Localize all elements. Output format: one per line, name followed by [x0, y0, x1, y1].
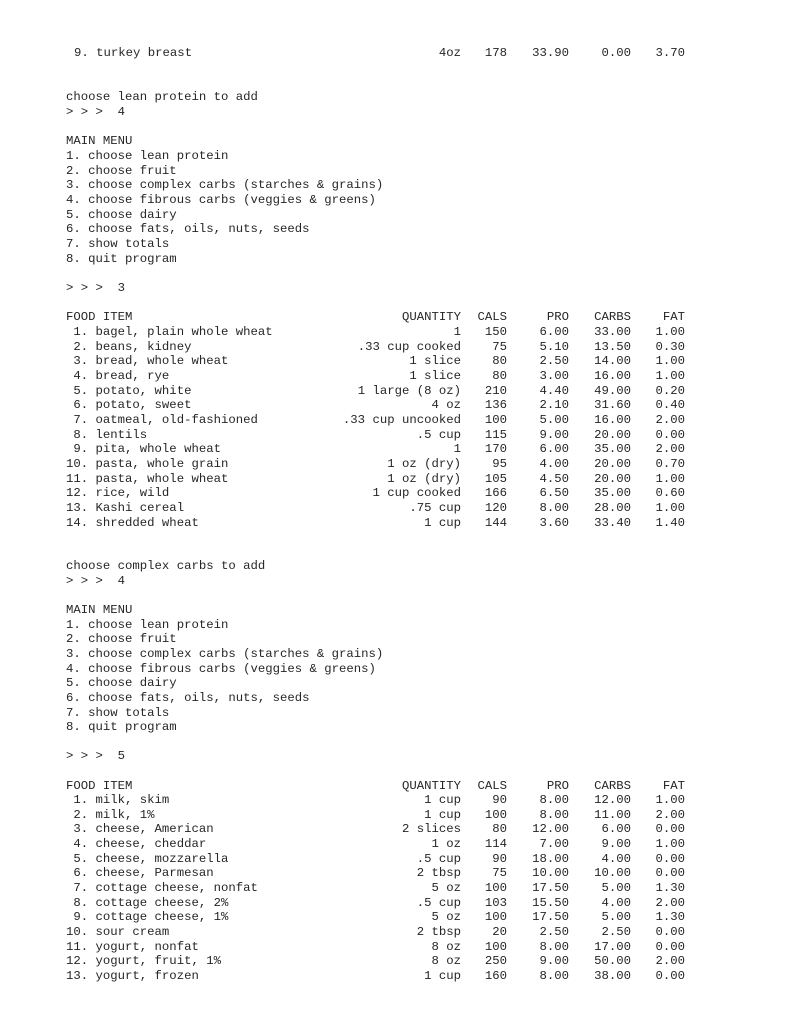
quantity: 1 cup [424, 968, 461, 983]
quantity: 1 large (8 oz) [357, 383, 461, 398]
quantity: 1 oz (dry) [387, 471, 461, 486]
user-input: > > > 4 [66, 574, 126, 588]
carbs: 20.00 [594, 471, 631, 486]
food-item: 2. beans, kidney [66, 339, 192, 354]
user-input: > > > 4 [66, 105, 126, 119]
carbs: 35.00 [594, 486, 631, 501]
protein: 4.00 [539, 456, 569, 471]
food-item: 11. pasta, whole wheat [66, 471, 229, 486]
table-row [0, 969, 791, 984]
food-item: 8. cottage cheese, 2% [66, 895, 229, 910]
food-item: 12. yogurt, fruit, 1% [66, 954, 221, 969]
quantity: 1 cup [424, 807, 461, 822]
quantity: .75 cup [409, 500, 461, 515]
fat: 0.00 [655, 822, 685, 837]
quantity: 4 oz [431, 398, 461, 413]
fat: 0.00 [655, 851, 685, 866]
protein: 9.00 [539, 954, 569, 969]
calories: 100 [484, 412, 507, 427]
quantity: 1 oz (dry) [387, 456, 461, 471]
table-row [0, 837, 791, 852]
food-item: 13. Kashi cereal [66, 500, 185, 515]
quantity: 2 slices [401, 822, 461, 837]
food-item: 5. potato, white [66, 383, 192, 398]
table-row [0, 896, 791, 911]
carbs: 13.50 [594, 339, 631, 354]
header-cals: CALS [477, 310, 507, 324]
fat: 1.30 [655, 910, 685, 925]
calories: 80 [492, 368, 507, 383]
carbs: 5.00 [601, 880, 631, 895]
fat: 2.00 [655, 442, 685, 457]
fat: 2.00 [655, 895, 685, 910]
menu-item-fats: 6. choose fats, oils, nuts, seeds [66, 691, 310, 705]
food-item: 9. turkey breast [74, 46, 193, 60]
carbs: 38.00 [594, 968, 631, 983]
carbs: 28.00 [594, 500, 631, 515]
table-row [0, 457, 791, 472]
quantity: 5 oz [431, 880, 461, 895]
fat: 0.00 [655, 939, 685, 954]
header-quantity: QUANTITY [401, 310, 461, 324]
carbs: 33.40 [594, 515, 631, 530]
food-item: 14. shredded wheat [66, 515, 199, 530]
protein: 10.00 [532, 866, 569, 881]
table-row [0, 822, 791, 837]
menu-item-fats: 6. choose fats, oils, nuts, seeds [66, 222, 310, 236]
food-item: 1. milk, skim [66, 793, 170, 807]
carbs: 35.00 [594, 442, 631, 457]
carbs: 4.00 [601, 895, 631, 910]
protein: 12.00 [532, 822, 569, 837]
protein: 3.60 [539, 515, 569, 530]
header-pro: PRO [546, 310, 569, 324]
menu-item-fruit: 2. choose fruit [66, 632, 177, 646]
menu-item-dairy: 5. choose dairy [66, 676, 177, 690]
table-row [0, 398, 791, 413]
table-row [0, 808, 791, 823]
fat: 1.00 [655, 471, 685, 486]
table-header [0, 779, 791, 794]
carbs: 16.00 [594, 368, 631, 383]
menu-item-show-totals: 7. show totals [66, 706, 170, 720]
menu-item-complex-carbs: 3. choose complex carbs (starches & grains) [66, 178, 384, 192]
calories: 120 [484, 500, 507, 515]
protein: 6.50 [539, 486, 569, 501]
carbs: 49.00 [594, 383, 631, 398]
header-fat: FAT [662, 310, 685, 324]
fat: 1.40 [655, 515, 685, 530]
table-row [0, 369, 791, 384]
quantity: 1 cup [424, 793, 461, 807]
carbs: 20.00 [594, 456, 631, 471]
quantity: 8 oz [431, 954, 461, 969]
quantity: 8 oz [431, 939, 461, 954]
quantity: 1 slice [409, 354, 461, 369]
carbs: 16.00 [594, 412, 631, 427]
prompt-add-protein: choose lean protein to add [66, 90, 258, 104]
carbs: 14.00 [594, 354, 631, 369]
food-item: 9. pita, whole wheat [66, 442, 221, 457]
carbs: 10.00 [594, 866, 631, 881]
header-food-item: FOOD ITEM [66, 310, 133, 324]
fat: 1.00 [655, 837, 685, 851]
food-item: 12. rice, wild [66, 486, 170, 501]
quantity: 1 [453, 442, 461, 457]
quantity: 1 [453, 325, 461, 339]
carbs: 2.50 [601, 924, 631, 939]
food-item: 6. cheese, Parmesan [66, 866, 214, 881]
menu-item-dairy: 5. choose dairy [66, 208, 177, 222]
fat: 1.00 [655, 500, 685, 515]
table-row [0, 852, 791, 867]
quantity: .5 cup [416, 895, 461, 910]
protein: 8.00 [539, 793, 569, 807]
food-item: 1. bagel, plain whole wheat [66, 325, 273, 339]
calories: 100 [484, 807, 507, 822]
calories: 160 [484, 968, 507, 983]
calories: 100 [484, 939, 507, 954]
carbs: 11.00 [594, 807, 631, 822]
calories: 90 [492, 851, 507, 866]
menu-item-fibrous-carbs: 4. choose fibrous carbs (veggies & greens) [66, 193, 376, 207]
quantity: 2 tbsp [416, 924, 461, 939]
protein: 9.00 [539, 427, 569, 442]
header-cals: CALS [477, 779, 507, 793]
fat: 0.40 [655, 398, 685, 413]
calories: 75 [492, 866, 507, 881]
carbs: 4.00 [601, 851, 631, 866]
fat: 1.00 [655, 325, 685, 339]
protein: 8.00 [539, 500, 569, 515]
table-row [0, 793, 791, 808]
menu-item-show-totals: 7. show totals [66, 237, 170, 251]
menu-item-fruit: 2. choose fruit [66, 164, 177, 178]
table-row-turkey-breast [0, 46, 791, 61]
quantity: 1 oz [431, 837, 461, 851]
prompt-add-carbs: choose complex carbs to add [66, 559, 266, 573]
table-row [0, 910, 791, 925]
table-row [0, 954, 791, 969]
carbs: 31.60 [594, 398, 631, 413]
carbs: 12.00 [594, 793, 631, 807]
protein: 15.50 [532, 895, 569, 910]
fat: 0.00 [655, 866, 685, 881]
fat: 0.70 [655, 456, 685, 471]
carbs: 33.00 [594, 325, 631, 339]
calories: 95 [492, 456, 507, 471]
header-carbs: CARBS [594, 779, 631, 793]
table-row [0, 486, 791, 501]
protein: 8.00 [539, 968, 569, 983]
table-row [0, 413, 791, 428]
menu-title: MAIN MENU [66, 134, 133, 148]
calories: 114 [484, 837, 507, 851]
calories: 80 [492, 822, 507, 837]
fat: 0.20 [655, 383, 685, 398]
food-item: 5. cheese, mozzarella [66, 851, 229, 866]
calories: 115 [484, 427, 507, 442]
fat: 0.00 [655, 427, 685, 442]
table-row [0, 428, 791, 443]
carbs: 6.00 [601, 822, 631, 837]
menu-item-quit: 8. quit program [66, 720, 177, 734]
menu-item-fibrous-carbs: 4. choose fibrous carbs (veggies & greens) [66, 662, 376, 676]
menu-title: MAIN MENU [66, 603, 133, 617]
fat: 0.00 [655, 968, 685, 983]
protein: 7.00 [539, 837, 569, 851]
quantity: .33 cup cooked [357, 339, 461, 354]
calories: 210 [484, 383, 507, 398]
calories: 170 [484, 442, 507, 457]
header-pro: PRO [546, 779, 569, 793]
calories: 150 [484, 325, 507, 339]
food-item: 9. cottage cheese, 1% [66, 910, 229, 925]
table-row [0, 442, 791, 457]
fat: 1.00 [655, 793, 685, 807]
protein: 2.50 [539, 354, 569, 369]
calories: 80 [492, 354, 507, 369]
calories: 100 [484, 910, 507, 925]
table-row [0, 866, 791, 881]
calories: 144 [484, 515, 507, 530]
food-item: 10. sour cream [66, 924, 170, 939]
carbs: 5.00 [601, 910, 631, 925]
user-input: > > > 3 [66, 281, 126, 295]
quantity: 5 oz [431, 910, 461, 925]
quantity: 1 cup cooked [372, 486, 461, 501]
quantity: .33 cup uncooked [342, 412, 461, 427]
header-quantity: QUANTITY [401, 779, 461, 793]
food-item: 13. yogurt, frozen [66, 968, 199, 983]
quantity: 1 slice [409, 368, 461, 383]
header-food-item: FOOD ITEM [66, 779, 133, 793]
food-item: 8. lentils [66, 427, 148, 442]
quantity: 4oz [438, 46, 461, 60]
carbs: 17.00 [594, 939, 631, 954]
protein: 33.90 [532, 46, 569, 60]
food-item: 7. oatmeal, old-fashioned [66, 412, 258, 427]
table-row [0, 516, 791, 531]
protein: 3.00 [539, 368, 569, 383]
food-item: 4. bread, rye [66, 368, 170, 383]
quantity: 2 tbsp [416, 866, 461, 881]
header-carbs: CARBS [594, 310, 631, 324]
calories: 100 [484, 880, 507, 895]
food-item: 10. pasta, whole grain [66, 456, 229, 471]
protein: 2.50 [539, 924, 569, 939]
protein: 2.10 [539, 398, 569, 413]
food-item: 6. potato, sweet [66, 398, 192, 413]
table-row [0, 354, 791, 369]
table-row [0, 940, 791, 955]
protein: 17.50 [532, 880, 569, 895]
protein: 8.00 [539, 807, 569, 822]
calories: 250 [484, 954, 507, 969]
protein: 6.00 [539, 442, 569, 457]
carbs: 0.00 [601, 46, 631, 60]
fat: 1.00 [655, 354, 685, 369]
protein: 5.10 [539, 339, 569, 354]
table-header [0, 310, 791, 325]
calories: 90 [492, 793, 507, 807]
protein: 8.00 [539, 939, 569, 954]
protein: 18.00 [532, 851, 569, 866]
calories: 75 [492, 339, 507, 354]
calories: 103 [484, 895, 507, 910]
calories: 20 [492, 924, 507, 939]
calories: 166 [484, 486, 507, 501]
table-row [0, 340, 791, 355]
fat: 2.00 [655, 954, 685, 969]
fat: 0.00 [655, 924, 685, 939]
fat: 0.60 [655, 486, 685, 501]
header-fat: FAT [662, 779, 685, 793]
protein: 4.40 [539, 383, 569, 398]
table-row [0, 501, 791, 516]
table-row [0, 925, 791, 940]
food-item: 4. cheese, cheddar [66, 837, 207, 851]
food-item: 7. cottage cheese, nonfat [66, 880, 258, 895]
food-item: 2. milk, 1% [66, 807, 155, 822]
protein: 4.50 [539, 471, 569, 486]
table-row [0, 384, 791, 399]
quantity: .5 cup [416, 851, 461, 866]
calories: 105 [484, 471, 507, 486]
user-input: > > > 5 [66, 749, 126, 763]
calories: 136 [484, 398, 507, 413]
food-item: 11. yogurt, nonfat [66, 939, 199, 954]
fat: 1.00 [655, 368, 685, 383]
fat: 2.00 [655, 412, 685, 427]
table-row [0, 325, 791, 340]
fat: 1.30 [655, 880, 685, 895]
fat: 2.00 [655, 807, 685, 822]
table-row [0, 881, 791, 896]
protein: 6.00 [539, 325, 569, 339]
food-item: 3. cheese, American [66, 822, 214, 837]
menu-item-lean-protein: 1. choose lean protein [66, 618, 229, 632]
fat: 3.70 [655, 46, 685, 60]
menu-item-quit: 8. quit program [66, 252, 177, 266]
carbs: 20.00 [594, 427, 631, 442]
fat: 0.30 [655, 339, 685, 354]
protein: 17.50 [532, 910, 569, 925]
protein: 5.00 [539, 412, 569, 427]
table-row [0, 472, 791, 487]
menu-item-complex-carbs: 3. choose complex carbs (starches & grains) [66, 647, 384, 661]
food-item: 3. bread, whole wheat [66, 354, 229, 369]
calories: 178 [484, 46, 507, 60]
quantity: .5 cup [416, 427, 461, 442]
menu-item-lean-protein: 1. choose lean protein [66, 149, 229, 163]
carbs: 50.00 [594, 954, 631, 969]
quantity: 1 cup [424, 515, 461, 530]
carbs: 9.00 [601, 837, 631, 851]
